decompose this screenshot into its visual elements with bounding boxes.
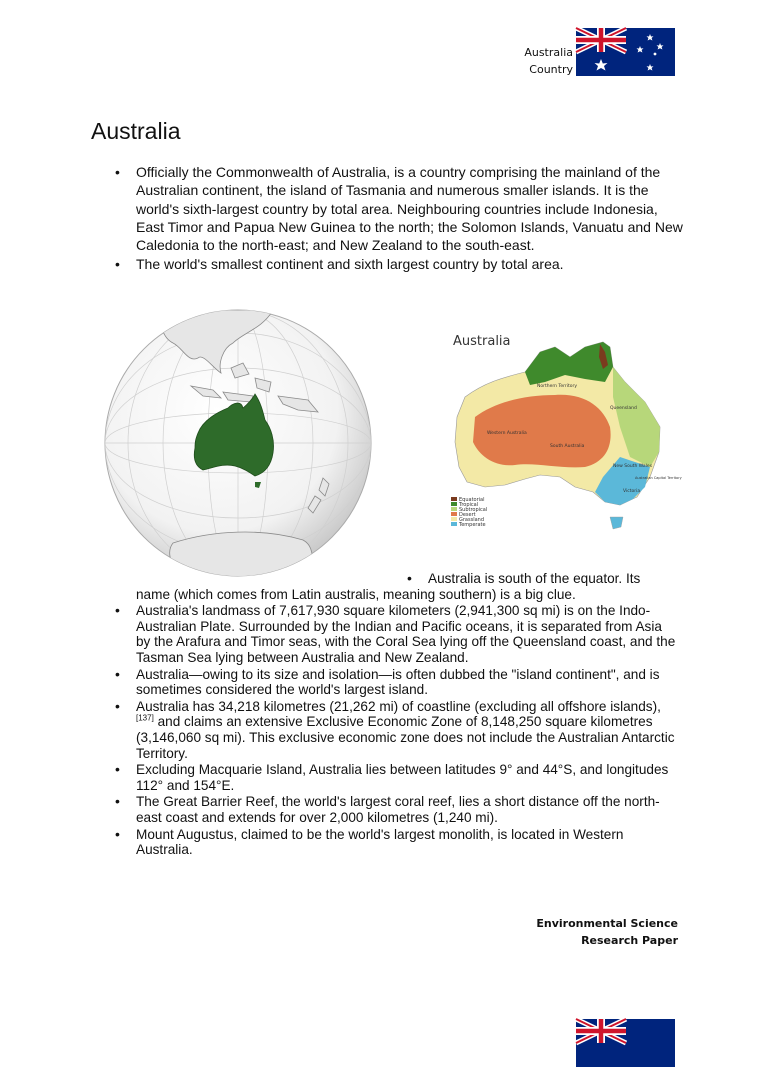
map-region-label: Western Australia xyxy=(487,431,527,436)
list-item-first-line: • Australia is south of the equator. Its xyxy=(136,571,676,587)
map-region-label: South Australia xyxy=(550,444,585,449)
list-item xyxy=(136,699,676,761)
globe-image xyxy=(103,308,373,578)
footer-label xyxy=(520,915,678,949)
list-item: • Excluding Macquarie Island, Australia lies between latitudes 9° and 44°S, and longitudes 112° and 154°E. xyxy=(136,762,676,793)
list-item-continuation: name (which comes from Latin australis, meaning southern) is a big clue. xyxy=(136,586,576,602)
map-region-label: Australian Capital Territory xyxy=(635,476,682,480)
legend-label: Temperate xyxy=(459,522,486,528)
australian-flag-icon xyxy=(576,1019,675,1067)
list-item: • Mount Augustus, claimed to be the world's largest monolith, is located in Western Australia. xyxy=(136,827,676,858)
climate-map xyxy=(445,327,682,535)
page-title: Australia xyxy=(91,118,181,144)
header-label xyxy=(505,44,573,78)
coastline-text-cont: and claims an extensive Exclusive Economic Zone of 8,148,250 square kilometres (3,146,060 sq mi). This exclusive economic zone does not include the Australian Antarctic Territory. xyxy=(136,714,675,761)
header-category: Country xyxy=(529,63,573,76)
map-region-label: Northern Territory xyxy=(537,384,578,389)
map-region-label: Victoria xyxy=(623,489,641,494)
legend-label: Equatorial xyxy=(459,497,485,503)
coastline-text: Australia has 34,218 kilometres (21,262 mi) of coastline (excluding all offshore islands), xyxy=(136,698,661,714)
citation-reference: [137] xyxy=(136,713,154,723)
facts-list xyxy=(136,571,676,859)
map-legend xyxy=(451,497,487,528)
intro-list xyxy=(136,163,684,275)
list-item: • The Great Barrier Reef, the world's largest coral reef, lies a short distance off the north-east coast and extends for over 2,000 kilometres (1,240 mi). xyxy=(136,794,676,825)
legend-label: Desert xyxy=(459,512,476,518)
map-title: Australia xyxy=(453,334,511,349)
list-item: • Officially the Commonwealth of Australia, is a country comprising the mainland of the Australian continent, the island of Tasmania and numerous smaller islands. It is the world's sixth-largest country by total area. Neighbouring countries include Indonesia, East Timor and Papua New Guinea to the north; the Solomon Islands, Vanuatu and New Caledonia to the north-east; and New Zealand to the south-east. xyxy=(136,163,684,254)
list-item: • The world's smallest continent and sixth largest country by total area. xyxy=(136,255,684,273)
legend-label: Grassland xyxy=(459,517,484,523)
map-region-label: Queensland xyxy=(610,406,637,411)
header-country-name: Australia xyxy=(524,46,573,59)
legend-label: Tropical xyxy=(459,502,479,508)
list-item: • Australia—owing to its size and isolation—is often dubbed the "island continent", and is sometimes considered the world's largest island. xyxy=(136,667,676,698)
australian-flag-icon xyxy=(576,28,675,76)
map-region-label: New South Wales xyxy=(613,464,653,469)
footer-subject: Environmental Science xyxy=(536,917,678,930)
footer-doc-type: Research Paper xyxy=(581,934,678,947)
list-item: • Australia's landmass of 7,617,930 square kilometers (2,941,300 sq mi) is on the Indo-Australian Plate. Surrounded by the Indian and Pacific oceans, it is separated from Asia by the Arafura and Timor seas, with the Coral Sea lying off the Queensland coast, and the Tasman Sea lying between Australia and New Zealand. xyxy=(136,603,676,665)
list-item xyxy=(136,571,676,602)
legend-label: Subtropical xyxy=(459,507,488,513)
